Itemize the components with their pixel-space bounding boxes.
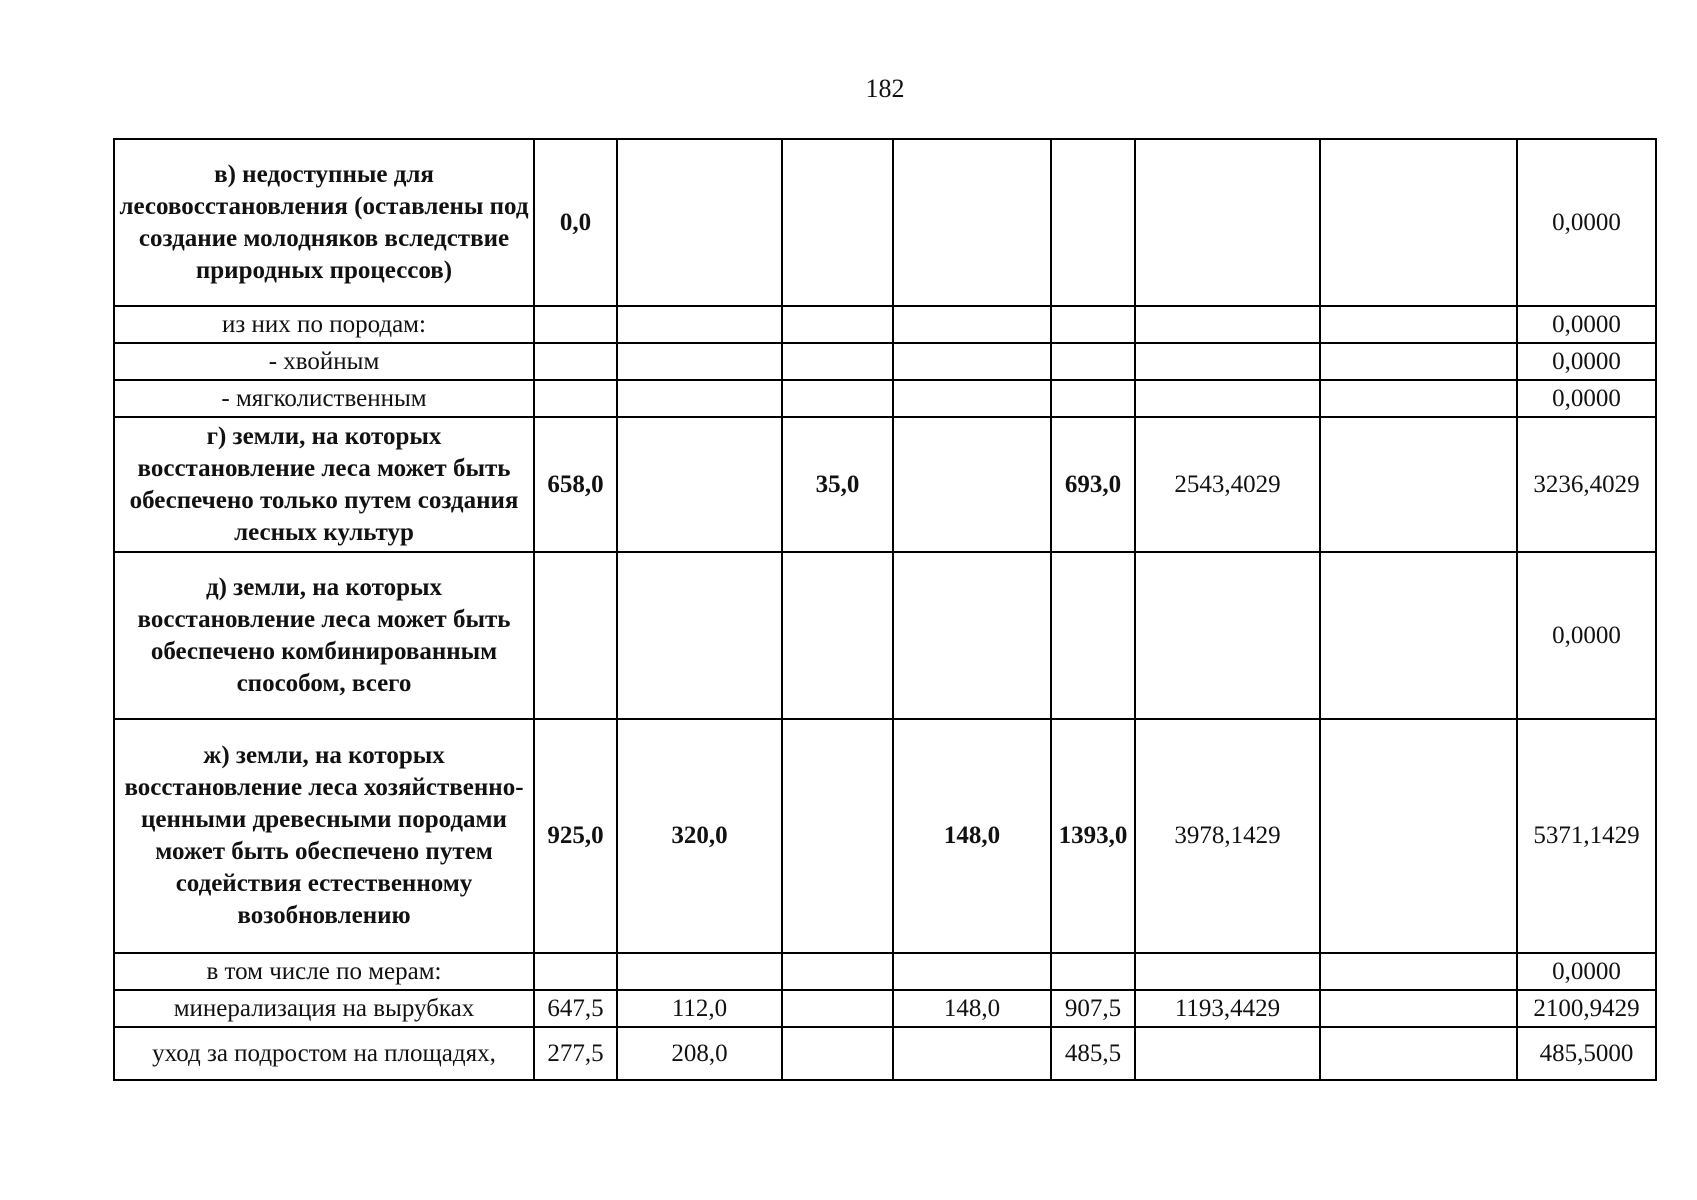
table-row (114, 552, 1656, 719)
row-label: - мягколиственным (114, 380, 534, 417)
table-cell: 3978,1429 (1135, 719, 1320, 953)
table-cell (534, 953, 617, 990)
table-cell: 0,0000 (1517, 343, 1656, 380)
table-cell (893, 380, 1051, 417)
row-label: д) земли, на которых восстановление леса может быть обеспечено комбинированным способом, всего (114, 552, 534, 719)
table-cell (782, 306, 893, 343)
table-row (114, 306, 1656, 343)
table-cell: 2100,9429 (1517, 990, 1656, 1027)
table-cell: 148,0 (893, 990, 1051, 1027)
table-cell (1051, 306, 1135, 343)
table-cell (617, 953, 782, 990)
table-cell (782, 343, 893, 380)
table-cell (893, 552, 1051, 719)
table-cell (534, 552, 617, 719)
table-cell (782, 552, 893, 719)
table-cell: 1193,4429 (1135, 990, 1320, 1027)
table-cell: 485,5 (1051, 1027, 1135, 1080)
table-cell: 925,0 (534, 719, 617, 953)
table-row (114, 1027, 1656, 1080)
table-cell (617, 343, 782, 380)
table-cell (1320, 417, 1517, 552)
table-cell (782, 380, 893, 417)
page-number: 182 (865, 74, 905, 103)
table-cell: 658,0 (534, 417, 617, 552)
forest-restoration-table (113, 138, 1657, 1081)
table-cell (1320, 953, 1517, 990)
table-cell (1135, 343, 1320, 380)
table-cell (782, 139, 893, 306)
table-cell: 0,0000 (1517, 953, 1656, 990)
table-cell (1320, 139, 1517, 306)
table-cell (782, 719, 893, 953)
table-cell (1051, 953, 1135, 990)
table-cell (617, 380, 782, 417)
table-cell: 3236,4029 (1517, 417, 1656, 552)
table-cell: 0,0000 (1517, 306, 1656, 343)
table-cell: 693,0 (1051, 417, 1135, 552)
table-cell (1051, 552, 1135, 719)
table-cell (534, 380, 617, 417)
table-cell (1320, 306, 1517, 343)
table-cell: 0,0000 (1517, 139, 1656, 306)
row-label: из них по породам: (114, 306, 534, 343)
table-cell: 148,0 (893, 719, 1051, 953)
table-cell (893, 1027, 1051, 1080)
table-row (114, 139, 1656, 306)
table-row (114, 719, 1656, 953)
table-cell (893, 343, 1051, 380)
table-cell (1320, 380, 1517, 417)
table-cell: 112,0 (617, 990, 782, 1027)
table-cell: 2543,4029 (1135, 417, 1320, 552)
table-cell (617, 417, 782, 552)
table-cell: 320,0 (617, 719, 782, 953)
row-label: в том числе по мерам: (114, 953, 534, 990)
table-cell (782, 953, 893, 990)
table-cell: 277,5 (534, 1027, 617, 1080)
table-cell: 208,0 (617, 1027, 782, 1080)
table-cell: 0,0 (534, 139, 617, 306)
table-cell (1135, 953, 1320, 990)
table-cell (893, 139, 1051, 306)
table-cell (1135, 1027, 1320, 1080)
table-cell: 0,0000 (1517, 552, 1656, 719)
table-cell (617, 139, 782, 306)
table-cell (1135, 306, 1320, 343)
table-cell (1135, 139, 1320, 306)
table-cell (534, 343, 617, 380)
table-cell (1320, 990, 1517, 1027)
row-label: уход за подростом на площадях, (114, 1027, 534, 1080)
table-cell (782, 1027, 893, 1080)
table-cell (617, 306, 782, 343)
row-label: - хвойным (114, 343, 534, 380)
table-cell (1320, 552, 1517, 719)
table-cell: 907,5 (1051, 990, 1135, 1027)
table-cell: 5371,1429 (1517, 719, 1656, 953)
table-row (114, 343, 1656, 380)
table-row (114, 417, 1656, 552)
table-cell (1320, 1027, 1517, 1080)
table-cell (1135, 552, 1320, 719)
table-cell: 35,0 (782, 417, 893, 552)
row-label: ж) земли, на которых восстановление леса хозяйственно-ценными древесными породами может быть обеспечено путем содействия естественному возобновлению (114, 719, 534, 953)
row-label: в) недоступные для лесовосстановления (оставлены под создание молодняков вследствие природных процессов) (114, 139, 534, 306)
table-cell (1051, 343, 1135, 380)
table-cell (893, 953, 1051, 990)
table-cell (782, 990, 893, 1027)
table-cell (1320, 719, 1517, 953)
table-cell (617, 552, 782, 719)
table-cell (893, 417, 1051, 552)
table-cell (534, 306, 617, 343)
table-cell (1051, 380, 1135, 417)
table-cell (1135, 380, 1320, 417)
table-row (114, 990, 1656, 1027)
table-cell: 647,5 (534, 990, 617, 1027)
row-label: минерализация на вырубках (114, 990, 534, 1027)
table-cell: 485,5000 (1517, 1027, 1656, 1080)
table-cell: 1393,0 (1051, 719, 1135, 953)
table-row (114, 953, 1656, 990)
table-cell: 0,0000 (1517, 380, 1656, 417)
table-cell (1051, 139, 1135, 306)
table-cell (893, 306, 1051, 343)
table-cell (1320, 343, 1517, 380)
row-label: г) земли, на которых восстановление леса может быть обеспечено только путем создания лесных культур (114, 417, 534, 552)
table-row (114, 380, 1656, 417)
